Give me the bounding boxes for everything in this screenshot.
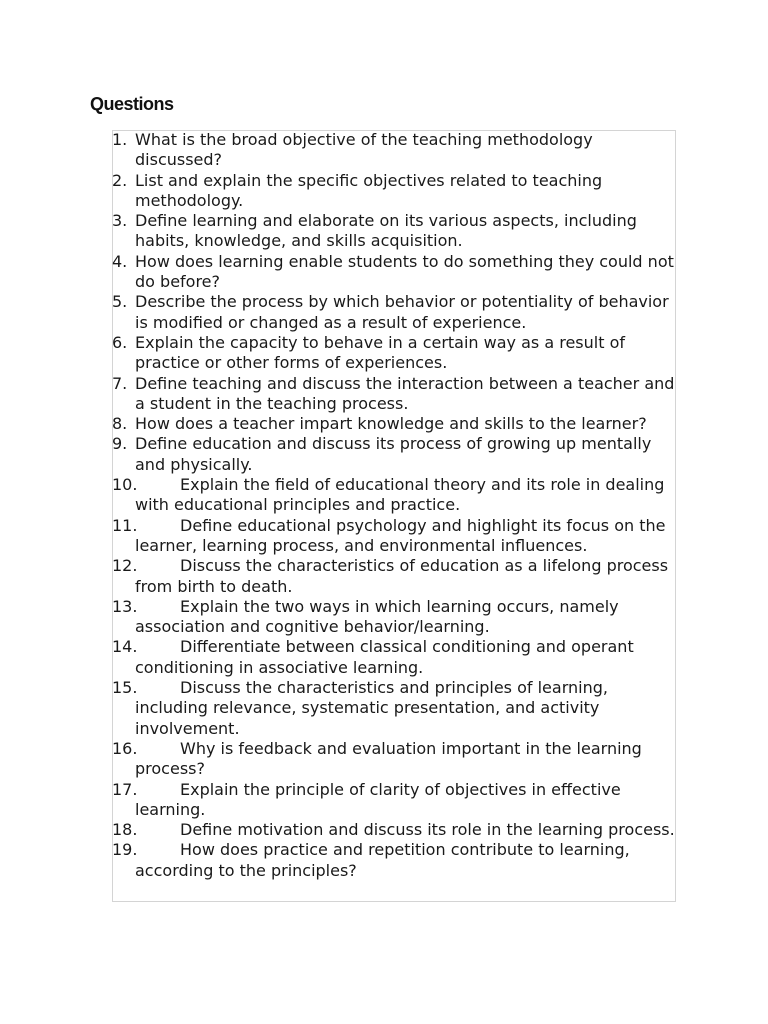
question-text: Explain the principle of clarity of objectives in effective learning. [135,779,621,819]
question-text: Explain the two ways in which learning occurs, namely association and cognitive behavior/learning. [135,596,619,637]
question-text: Explain the capacity to behave in a certain way as a result of practice or other forms of experiences. [135,332,625,373]
question-text: Discuss the characteristics and principles of learning, including relevance, systematic presentation, and activity involvement. [135,678,608,738]
question-item [112,780,682,821]
question-number: 10. [112,475,138,495]
question-text: Explain the field of educational theory and its role in dealing with educational principles and practice. [135,475,665,515]
question-text: Define motivation and discuss its role in the learning process. [180,820,675,840]
question-number: 4. [112,251,128,271]
question-item [112,252,682,293]
question-text: Define education and discuss its process of growing up mentally and physically. [135,434,652,474]
question-item [112,840,682,881]
question-number: 17. [112,779,138,799]
question-item [112,374,682,415]
question-list [112,130,682,881]
question-number: 2. [112,170,128,190]
question-item [112,333,682,374]
question-item [112,211,682,252]
question-number: 6. [112,332,128,352]
question-number: 18. [112,820,138,840]
question-text: Why is feedback and evaluation important in the learning process? [135,738,642,779]
question-text: How does practice and repetition contribute to learning, according to the principles? [135,840,630,880]
question-item [112,678,682,739]
question-item [112,597,682,638]
question-item [112,171,682,212]
question-text: Discuss the characteristics of education as a lifelong process from birth to death. [135,556,669,596]
page-title: Questions [90,94,174,114]
question-text: Define teaching and discuss the interaction between a teacher and a student in the teaching process. [135,373,675,413]
question-item [112,556,682,597]
question-number: 19. [112,840,138,860]
question-item [112,292,682,333]
question-text: Describe the process by which behavior or potentiality of behavior is modified or changed as a result of experience. [135,292,669,332]
question-number: 13. [112,596,138,616]
question-number: 3. [112,211,128,231]
question-text: What is the broad objective of the teaching methodology discussed? [135,130,593,170]
question-text: Define educational psychology and highlight its focus on the learner, learning process, and environmental influences. [135,515,666,555]
question-text: List and explain the specific objectives related to teaching methodology. [135,170,603,210]
question-item [112,739,682,780]
question-number: 14. [112,637,138,657]
question-number: 16. [112,738,138,758]
question-item [112,820,682,840]
question-number: 11. [112,515,138,535]
question-item [112,637,682,678]
question-item [112,475,682,516]
question-number: 8. [112,414,128,434]
question-item [112,130,682,171]
question-number: 1. [112,130,128,149]
question-text: Differentiate between classical conditioning and operant conditioning in associative learning. [135,637,634,677]
question-number: 12. [112,556,138,576]
question-number: 7. [112,373,128,393]
question-text: Define learning and elaborate on its various aspects, including habits, knowledge, and skills acquisition. [135,211,637,251]
question-number: 5. [112,292,128,312]
question-item [112,516,682,557]
question-number: 9. [112,434,128,454]
question-item [112,434,682,475]
question-number: 15. [112,678,138,698]
question-item [112,414,682,434]
question-text: How does learning enable students to do something they could not do before? [135,251,674,292]
question-text: How does a teacher impart knowledge and skills to the learner? [135,414,647,434]
